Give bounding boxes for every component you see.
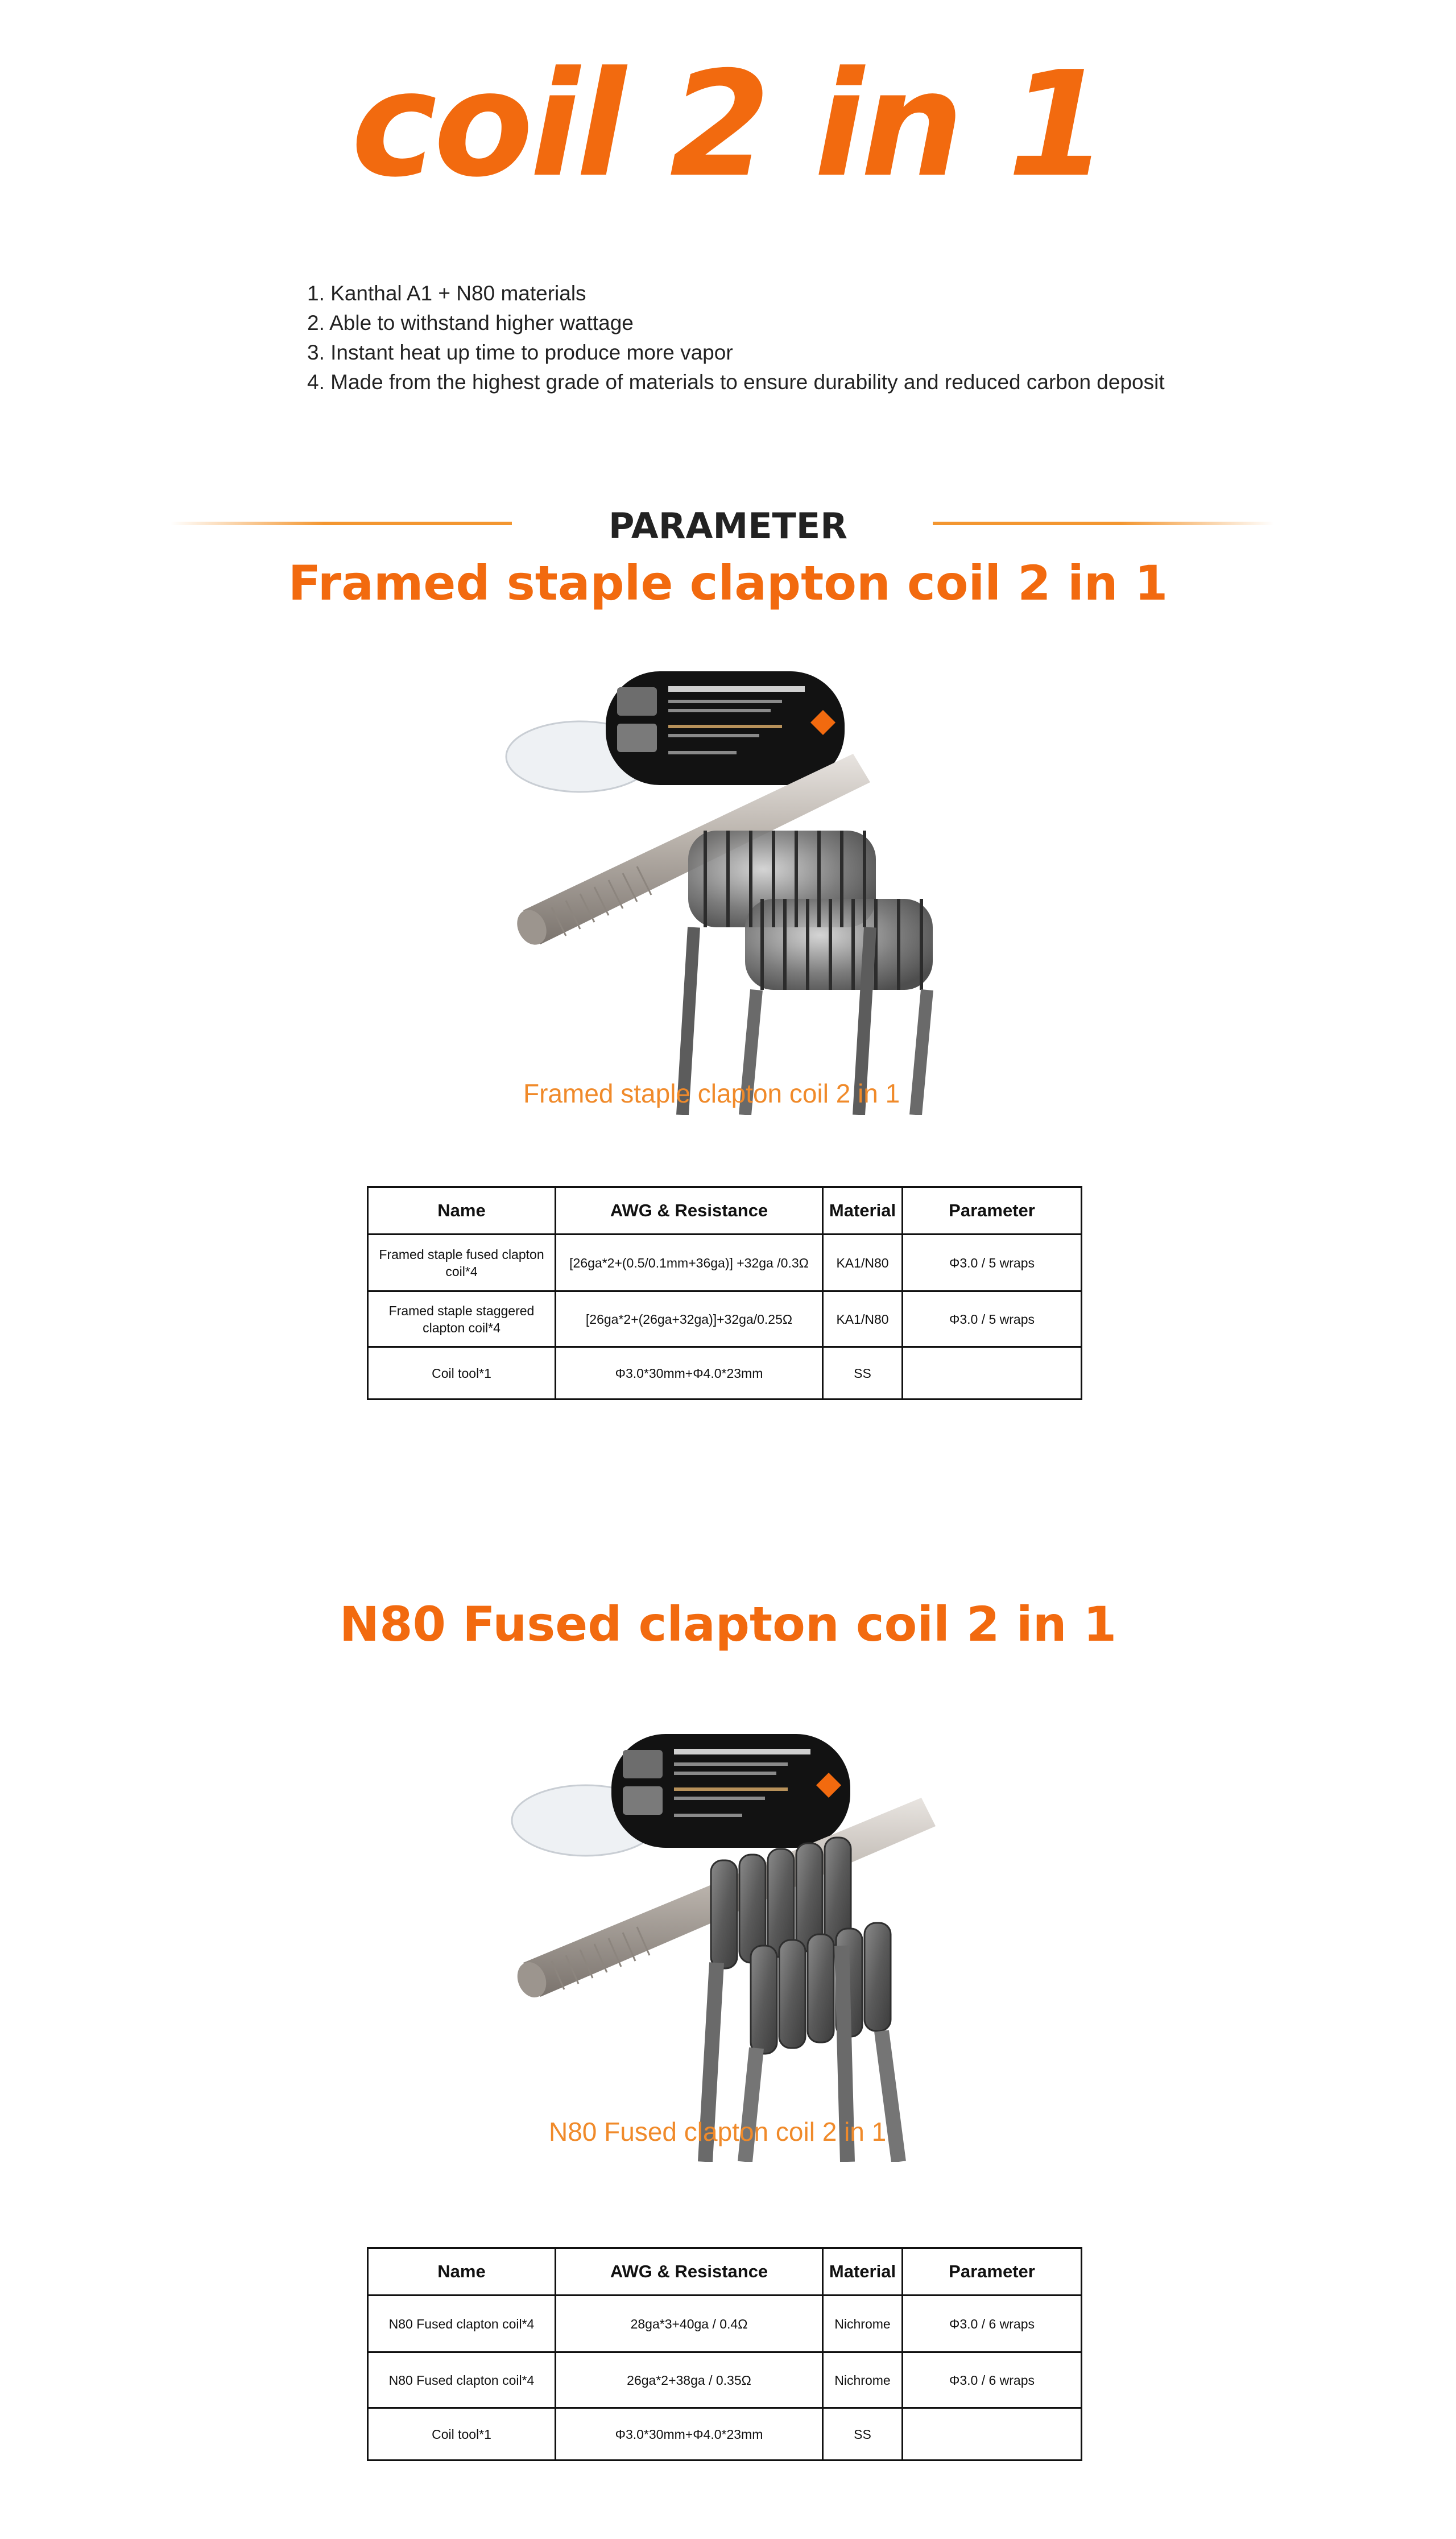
table-cell: N80 Fused clapton coil*4 xyxy=(368,2296,556,2352)
column-header: AWG & Resistance xyxy=(556,2248,823,2296)
table-cell: Φ3.0 / 6 wraps xyxy=(903,2296,1082,2352)
product-caption: N80 Fused clapton coil 2 in 1 xyxy=(549,2117,887,2146)
table-header-row xyxy=(368,2248,1082,2296)
column-header: Parameter xyxy=(903,1187,1082,1235)
table-cell: [26ga*2+(0.5/0.1mm+36ga)] +32ga /0.3Ω xyxy=(556,1235,823,1291)
feature-list xyxy=(307,279,1165,397)
coil-box xyxy=(506,671,845,792)
parameter-heading: PARAMETER xyxy=(609,505,847,547)
column-header: Name xyxy=(368,1187,556,1235)
coil-group xyxy=(682,831,933,1115)
table-cell: KA1/N80 xyxy=(823,1235,903,1291)
table-cell: Φ3.0*30mm+Φ4.0*23mm xyxy=(556,1347,823,1399)
product-caption: Framed staple clapton coil 2 in 1 xyxy=(523,1079,900,1108)
table-row xyxy=(368,2408,1082,2460)
table-cell: SS xyxy=(823,2408,903,2460)
coil-group xyxy=(705,1838,899,2162)
table-row xyxy=(368,2352,1082,2408)
table-cell: 28ga*3+40ga / 0.4Ω xyxy=(556,2296,823,2352)
table-cell: Nichrome xyxy=(823,2352,903,2408)
column-header: AWG & Resistance xyxy=(556,1187,823,1235)
product-illustration xyxy=(500,1718,956,2162)
table-header-row xyxy=(368,1187,1082,1235)
framed-staple-product-photo xyxy=(500,660,956,1115)
table-cell: Coil tool*1 xyxy=(368,2408,556,2460)
section-heading-framed-staple: Framed staple clapton coil 2 in 1 xyxy=(288,555,1168,611)
column-header: Material xyxy=(823,2248,903,2296)
table-cell: Φ3.0 / 6 wraps xyxy=(903,2352,1082,2408)
product-illustration xyxy=(500,660,956,1115)
feature-item: 2. Able to withstand higher wattage xyxy=(307,311,634,335)
table-row xyxy=(368,2296,1082,2352)
table-row xyxy=(368,1291,1082,1347)
table-cell: Framed staple fused clapton coil*4 xyxy=(368,1235,556,1291)
feature-item: 4. Made from the highest grade of materials to ensure durability and reduced carbon deposit xyxy=(307,370,1165,394)
table-cell: SS xyxy=(823,1347,903,1399)
column-header: Name xyxy=(368,2248,556,2296)
table-cell: Φ3.0*30mm+Φ4.0*23mm xyxy=(556,2408,823,2460)
table-cell: Coil tool*1 xyxy=(368,1347,556,1399)
table-cell: KA1/N80 xyxy=(823,1291,903,1347)
n80-fused-product-photo xyxy=(500,1718,956,2162)
column-header: Parameter xyxy=(903,2248,1082,2296)
column-header: Material xyxy=(823,1187,903,1235)
table-cell: Φ3.0 / 5 wraps xyxy=(903,1235,1082,1291)
table-cell: Nichrome xyxy=(823,2296,903,2352)
hero-title: coil 2 in 1 xyxy=(351,40,1105,209)
spec-table-n80-fused xyxy=(367,2247,1082,2461)
table-cell: Framed staple staggered clapton coil*4 xyxy=(368,1291,556,1347)
feature-item: 1. Kanthal A1 + N80 materials xyxy=(307,282,586,305)
coil-box xyxy=(512,1734,850,1856)
table-row xyxy=(368,1235,1082,1291)
feature-item: 3. Instant heat up time to produce more vapor xyxy=(307,341,733,364)
table-cell: [26ga*2+(26ga+32ga)]+32ga/0.25Ω xyxy=(556,1291,823,1347)
table-cell: N80 Fused clapton coil*4 xyxy=(368,2352,556,2408)
table-row xyxy=(368,1347,1082,1399)
table-cell: Φ3.0 / 5 wraps xyxy=(903,1291,1082,1347)
table-cell: 26ga*2+38ga / 0.35Ω xyxy=(556,2352,823,2408)
table-cell xyxy=(903,1347,1082,1399)
section-heading-n80-fused: N80 Fused clapton coil 2 in 1 xyxy=(339,1596,1117,1652)
spec-table-framed-staple xyxy=(367,1186,1082,1400)
table-cell xyxy=(903,2408,1082,2460)
